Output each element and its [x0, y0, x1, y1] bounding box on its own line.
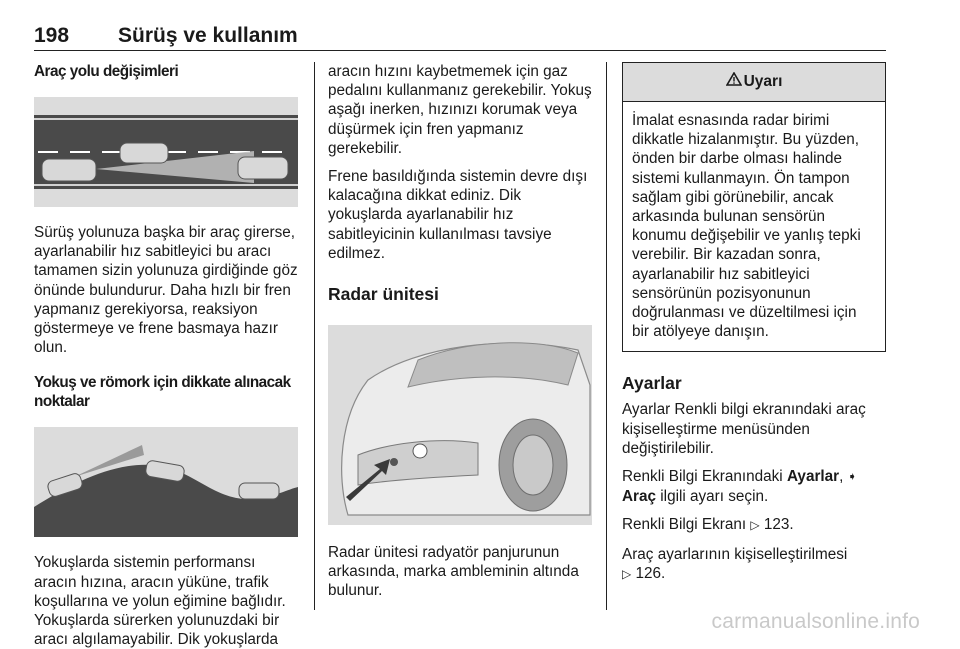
column-2	[328, 62, 596, 601]
section-title: Sürüş ve kullanım	[118, 24, 298, 47]
personalization-ref-page: 126.	[631, 564, 666, 582]
paragraph-slopes: Yokuşlarda sistemin performansı aracın hızına, aracın yüküne, trafik koşullarına ve yolun eğimine bağlıdır. Yokuşlarda sürerken yolunuzdaki bir aracı algılamayabilir. Dik yokuşlarda	[34, 554, 286, 649]
heading-radar-unit: Radar ünitesi	[328, 284, 439, 305]
paragraph-throttle: aracın hızını kaybetmemek için gaz pedalını kullanmanız gerekebilir. Yokuş aşağı inerken, hızınızı korumak veya düşürmek için fren yapmanız gerekebilir.	[328, 63, 592, 157]
heading-settings: Ayarlar	[622, 373, 682, 394]
paragraph-radar-location: Radar ünitesi radyatör panjurunun arkasında, marka ambleminin altında bulunur.	[328, 544, 579, 600]
settings-path-settings: Ayarlar	[786, 468, 840, 486]
warning-title: Uyarı	[743, 73, 783, 91]
radar-unit-illustration	[328, 325, 592, 525]
personalization-ref-text: Araç ayarlarının kişiselleştirilmesi	[622, 545, 848, 563]
paragraph-settings-path	[622, 467, 888, 506]
column-divider-2	[606, 62, 607, 610]
paragraph-color-info-ref	[622, 515, 888, 535]
watermark: carmanualsonline.info	[711, 610, 920, 633]
column-3	[622, 62, 888, 584]
warning-header	[623, 63, 885, 102]
column-1	[34, 62, 298, 649]
paragraph-brake: Frene basıldığında sistemin devre dışı kalacağına dikkat ediniz. Dik yokuşlarda ayarlanabilir hız sabitleyicinin kullanılması tavsiye edilmez.	[328, 168, 588, 262]
paragraph-settings-menu: Ayarlar Renkli bilgi ekranındaki araç kişiselleştirme menüsünden değiştirilebilir.	[622, 401, 866, 457]
slope-illustration	[34, 427, 298, 537]
settings-path-prefix: Renkli Bilgi Ekranındaki	[622, 468, 787, 486]
heading-slopes-trailer: Yokuş ve römork için dikkate alınacak noktalar	[34, 374, 291, 411]
column-divider-1	[314, 62, 315, 610]
warning-text: İmalat esnasında radar birimi dikkatle hizalanmıştır. Bu yüzden, önden bir darbe olması halinde sistemi kullanmayın. Ön tampon sağlam gibi görünebilir, ancak arkasında bulunan sensörün konumu değişebilir ve yanlış tepki verebilir. Bir kazadan sonra, ayarlanabilir hız sabitleyici sensörünün pozisyonunun doğrulanması ve düzeltilmesi için bir atölyeye danışın.	[632, 112, 861, 341]
warning-box	[622, 62, 886, 352]
color-info-ref-text: Renkli Bilgi Ekranı	[622, 516, 751, 534]
page-reference-icon: ▷	[622, 566, 632, 581]
settings-path-suffix: ilgili ayarı seçin.	[656, 488, 769, 506]
paragraph-personalization-ref	[622, 545, 888, 584]
page-number: 198	[34, 24, 70, 47]
page-header	[34, 24, 886, 52]
heading-lane-change: Araç yolu değişimleri	[34, 63, 179, 80]
settings-path-vehicle: Araç	[622, 488, 657, 506]
settings-path-sep: ,	[839, 468, 848, 486]
lane-change-illustration	[34, 97, 298, 207]
color-info-ref-page: 123.	[759, 516, 794, 534]
paragraph-lane-change: Sürüş yolunuza başka bir araç girerse, ayarlanabilir hız sabitleyici bu aracı tamamen sizin yolunuza girdiğinde göz önünde bulundurur. Daha hızlı bir fren yapmanız gerekiyorsa, reaksiyon göstermeye ve frene basmaya hazır olun.	[34, 224, 298, 357]
header-divider	[34, 50, 886, 51]
warning-triangle-icon	[726, 72, 742, 91]
page-reference-icon: ▷	[750, 518, 760, 533]
menu-arrow-icon: ➧	[847, 471, 857, 484]
